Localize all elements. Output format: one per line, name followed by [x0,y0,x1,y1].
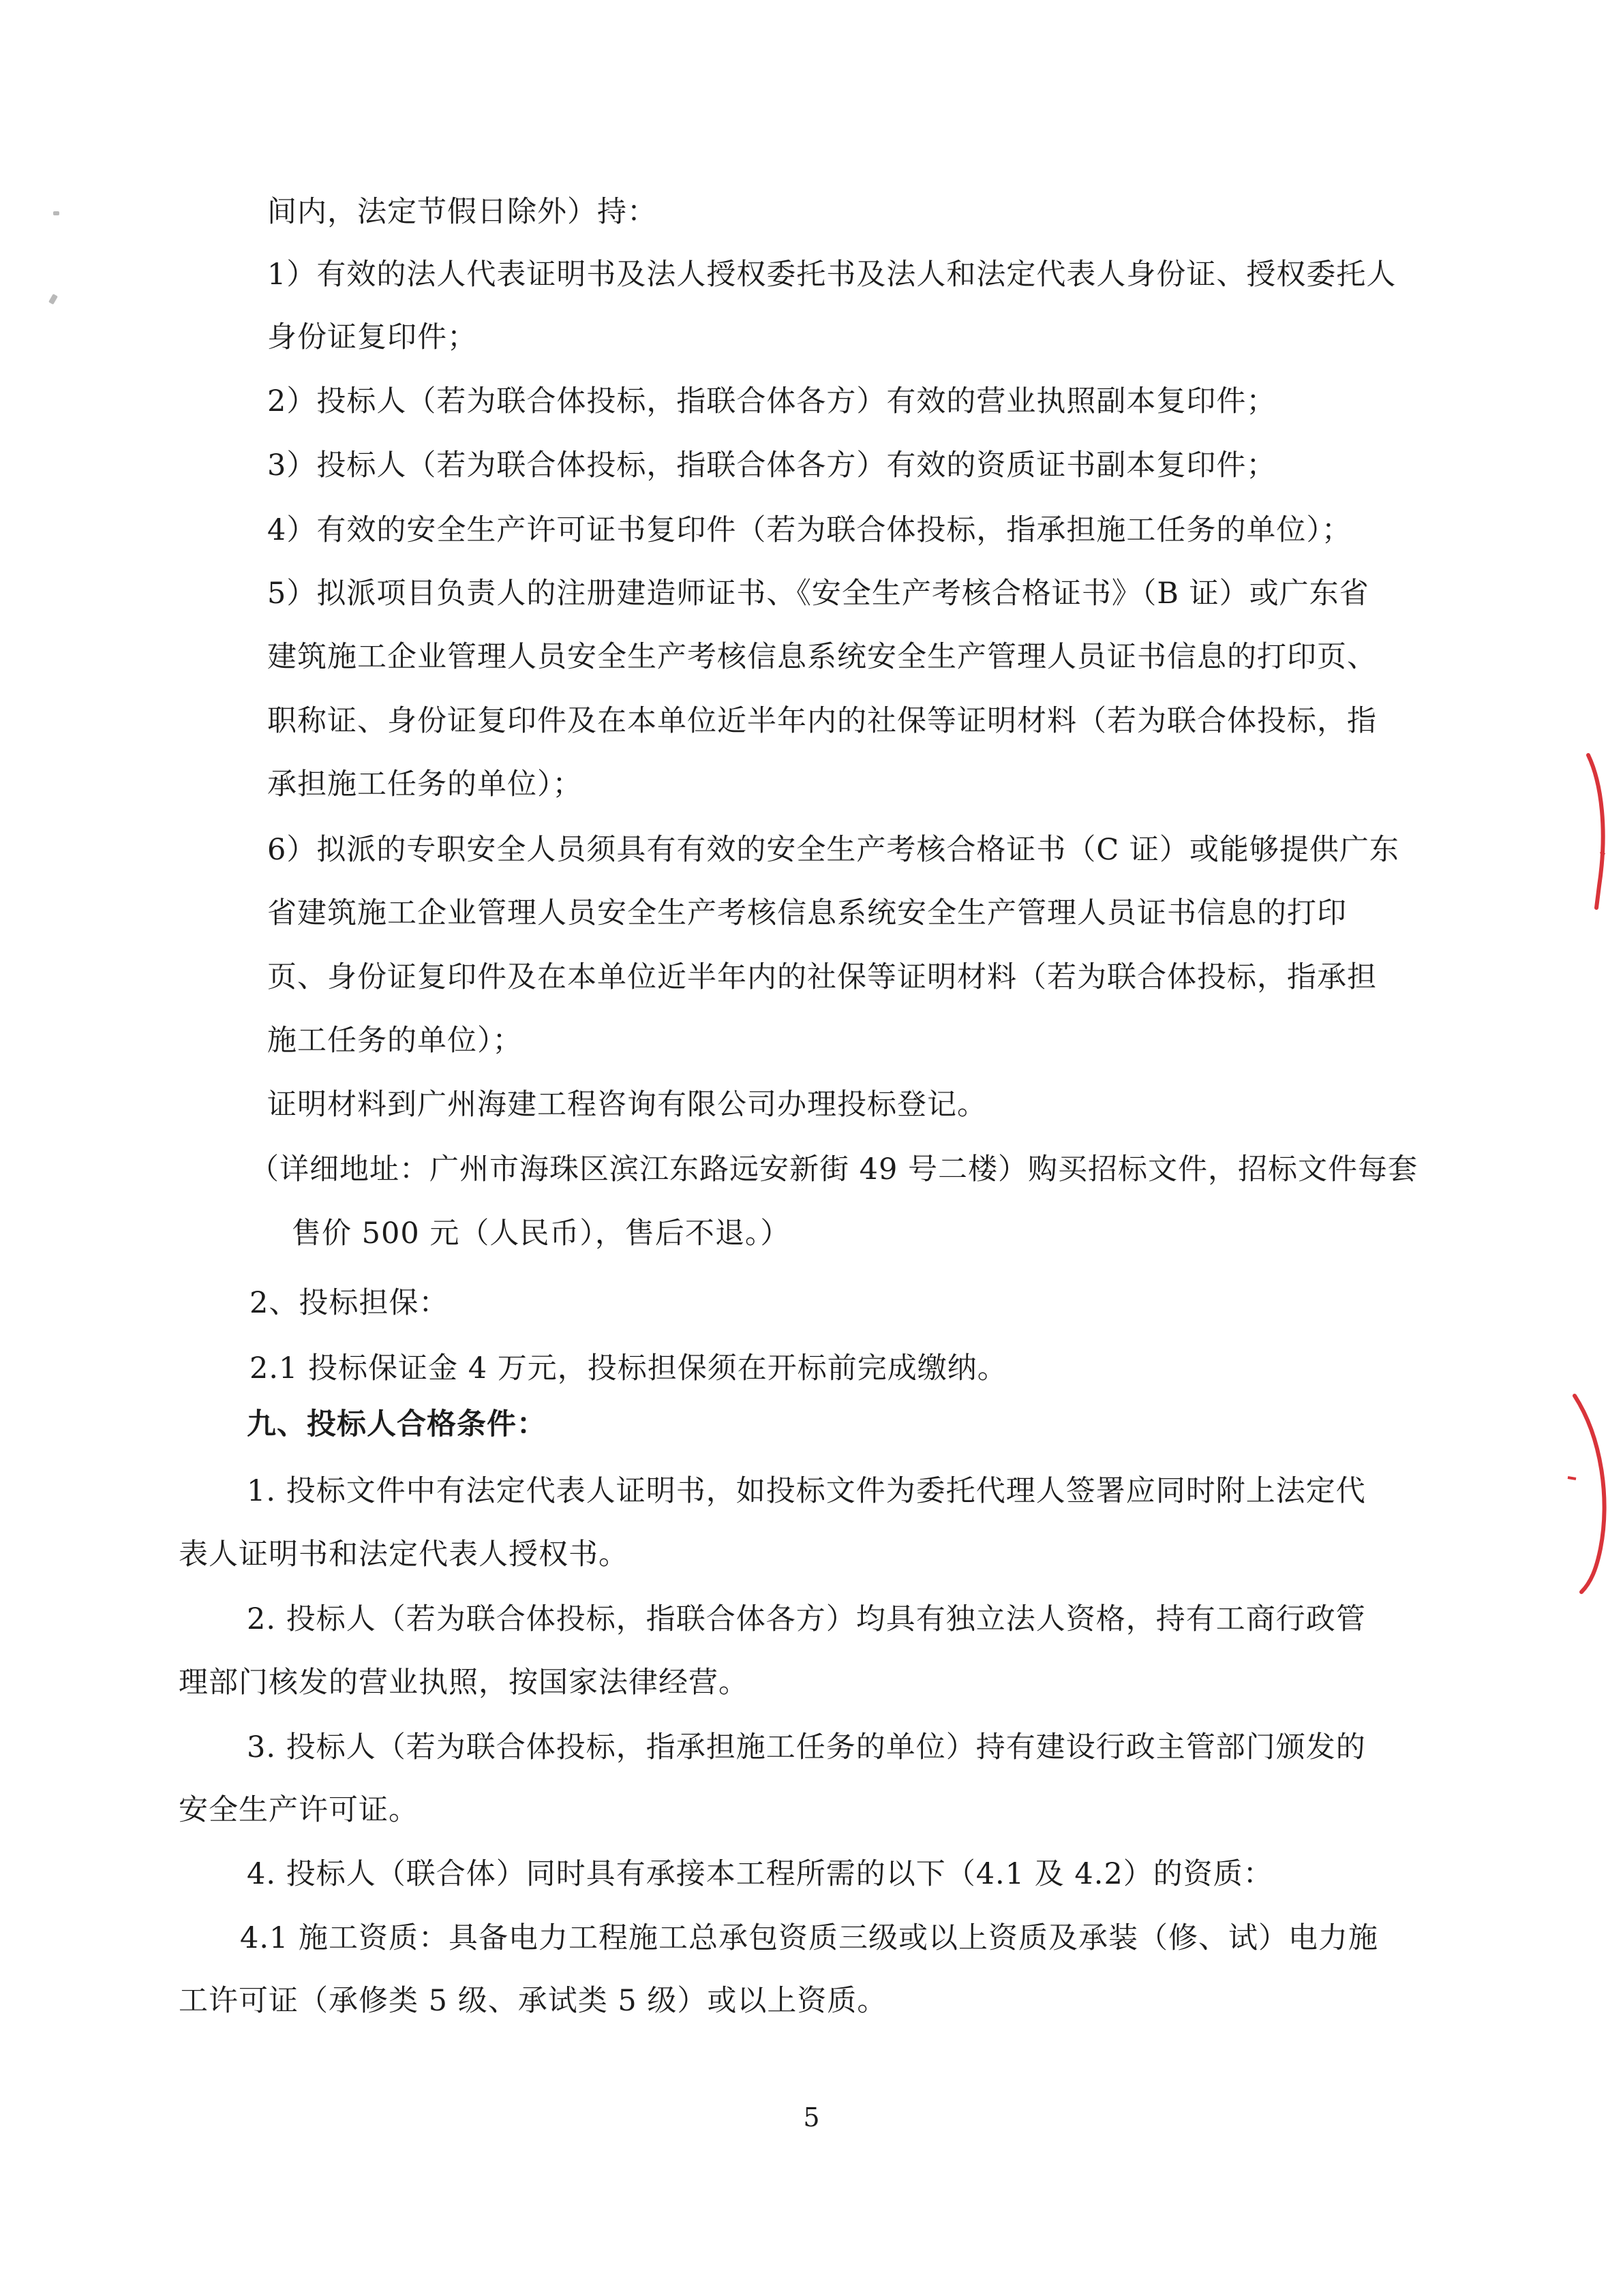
page-number: 5 [803,2102,820,2132]
text-line: 2）投标人（若为联合体投标，指联合体各方）有效的营业执照副本复印件； [267,384,1277,418]
text-line: 理部门核发的营业执照，按国家法律经营。 [179,1666,748,1700]
seal-fragment-bottom [1561,1390,1622,1595]
text-line: 表人证明书和法定代表人授权书。 [179,1537,628,1572]
text-line: 2、投标担保： [249,1286,449,1320]
text-line: 省建筑施工企业管理人员安全生产考核信息系统安全生产管理人员证书信息的打印 [267,896,1347,930]
text-line: 售价 500 元（人民币），售后不退。） [292,1216,791,1251]
text-line: 2.1 投标保证金 4 万元，投标担保须在开标前完成缴纳。 [249,1351,1007,1386]
text-line: 1）有效的法人代表证明书及法人授权委托书及法人和法定代表人身份证、授权委托人 [267,258,1397,292]
text-line: 页、身份证复印件及在本单位近半年内的社保等证明材料（若为联合体投标，指承担 [267,960,1377,994]
text-line: 身份证复印件； [267,320,477,354]
text-line: 证明材料到广州海建工程咨询有限公司办理投标登记。 [267,1088,987,1122]
text-line: 3. 投标人（若为联合体投标，指承担施工任务的单位）持有建设行政主管部门颁发的 [247,1730,1366,1764]
text-line: 施工任务的单位）； [267,1024,523,1058]
text-line: 工许可证（承修类 5 级、承试类 5 级）或以上资质。 [179,1984,888,2018]
section-heading: 九、投标人合格条件： [247,1407,547,1441]
seal-fragment-top [1580,750,1621,913]
text-line: 2. 投标人（若为联合体投标，指联合体各方）均具有独立法人资格，持有工商行政管 [247,1602,1366,1636]
text-line: 建筑施工企业管理人员安全生产考核信息系统安全生产管理人员证书信息的打印页、 [267,640,1377,674]
text-line: 5）拟派项目负责人的注册建造师证书、《安全生产考核合格证书》（B 证）或广东省 [267,577,1369,611]
text-line: 间内，法定节假日除外）持： [267,195,657,229]
text-line: 1. 投标文件中有法定代表人证明书，如投标文件为委托代理人签署应同时附上法定代 [247,1474,1366,1508]
text-line: 职称证、身份证复印件及在本单位近半年内的社保等证明材料（若为联合体投标，指 [267,704,1377,738]
text-line: 6）拟派的专职安全人员须具有有效的安全生产考核合格证书（C 证）或能够提供广东 [267,833,1399,867]
text-line: 承担施工任务的单位）； [267,767,583,801]
scan-mark [48,294,58,305]
text-line: 4.1 施工资质：具备电力工程施工总承包资质三级或以上资质及承装（修、试）电力施 [240,1921,1379,1955]
text-line: 4. 投标人（联合体）同时具有承接本工程所需的以下（4.1 及 4.2）的资质： [247,1857,1273,1891]
scan-mark [53,211,59,215]
text-line: 4）有效的安全生产许可证书复印件（若为联合体投标，指承担施工任务的单位）； [267,513,1352,547]
text-line: 安全生产许可证。 [179,1793,419,1827]
text-line: 3）投标人（若为联合体投标，指联合体各方）有效的资质证书副本复印件； [267,448,1277,483]
text-line: （详细地址：广州市海珠区滨江东路远安新街 49 号二楼）购买招标文件，招标文件每套 [249,1152,1419,1187]
